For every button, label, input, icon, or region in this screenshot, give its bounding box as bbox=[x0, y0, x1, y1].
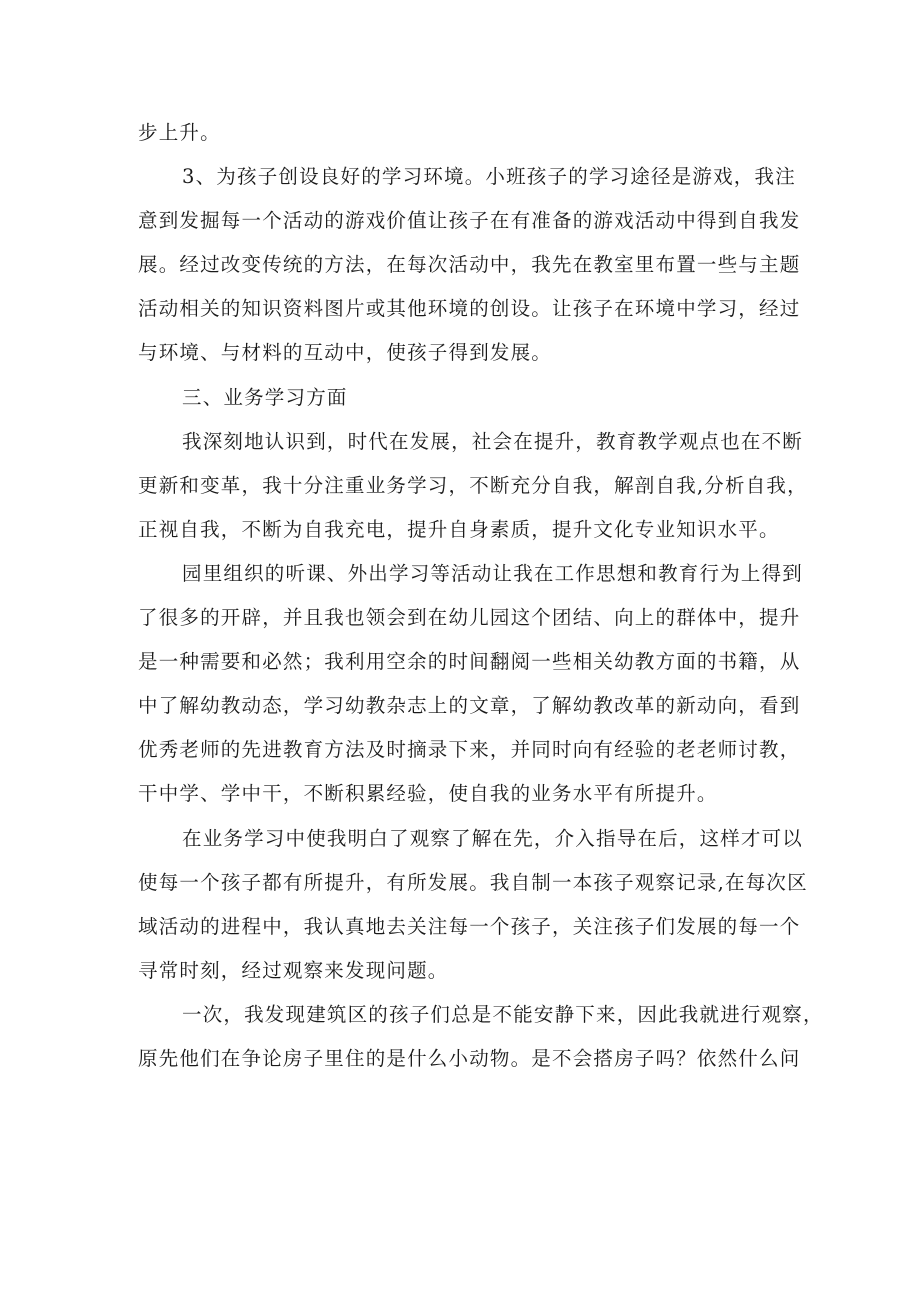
text-line: 使每一个孩子都有所提升，有所发展。我自制一本孩子观察记录,在每次区 bbox=[138, 870, 808, 894]
text-line: 域活动的进程中，我认真地去关注每一个孩子，关注孩子们发展的每一个 bbox=[138, 914, 801, 938]
text-line: 在业务学习中使我明白了观察了解在先，介入指导在后，这样才可以 bbox=[182, 826, 804, 850]
text-line: 三、业务学习方面 bbox=[182, 385, 348, 409]
text-line: 一次，我发现建筑区的孩子们总是不能安静下来，因此我就进行观察， bbox=[182, 1002, 824, 1026]
text-line: 正视自我，不断为自我充电，提升自身素质，提升文化专业知识水平。 bbox=[138, 517, 780, 541]
text-line: 步上升。 bbox=[138, 121, 221, 144]
document-body bbox=[138, 111, 824, 1081]
text-line: 优秀老师的先进教育方法及时摘录下来，并同时向有经验的老老师讨教， bbox=[138, 738, 801, 762]
text-line: 意到发掘每一个活动的游戏价值让孩子在有准备的游戏活动中得到自我发 bbox=[138, 209, 801, 233]
text-line: 中了解幼教动态，学习幼教杂志上的文章，了解幼教改革的新动向，看到 bbox=[138, 694, 801, 718]
text-line: 原先他们在争论房子里住的是什么小动物。是不会搭房子吗？依然什么问 bbox=[138, 1046, 801, 1070]
text-line: 3、为孩子创设良好的学习环境。小班孩子的学习途径是游戏，我注 bbox=[182, 165, 796, 189]
text-line: 更新和变革，我十分注重业务学习，不断充分自我，解剖自我,分析自我， bbox=[138, 473, 808, 497]
text-line: 展。经过改变传统的方法，在每次活动中，我先在教室里布置一些与主题 bbox=[138, 253, 801, 277]
text-line: 园里组织的听课、外出学习等活动让我在工作思想和教育行为上得到 bbox=[182, 561, 804, 585]
text-line: 干中学、学中干，不断积累经验，使自我的业务水平有所提升。 bbox=[138, 782, 718, 806]
text-line: 我深刻地认识到，时代在发展，社会在提升，教育教学观点也在不断 bbox=[182, 429, 804, 453]
text-line: 了很多的开辟，并且我也领会到在幼儿园这个团结、向上的群体中，提升 bbox=[138, 606, 801, 630]
text-line: 活动相关的知识资料图片或其他环境的创设。让孩子在环境中学习，经过 bbox=[138, 297, 801, 321]
text-line: 与环境、与材料的互动中，使孩子得到发展。 bbox=[138, 341, 553, 365]
text-line: 是一种需要和必然；我利用空余的时间翻阅一些相关幼教方面的书籍，从 bbox=[138, 650, 801, 674]
text-line: 寻常时刻，经过观察来发现问题。 bbox=[138, 958, 449, 982]
